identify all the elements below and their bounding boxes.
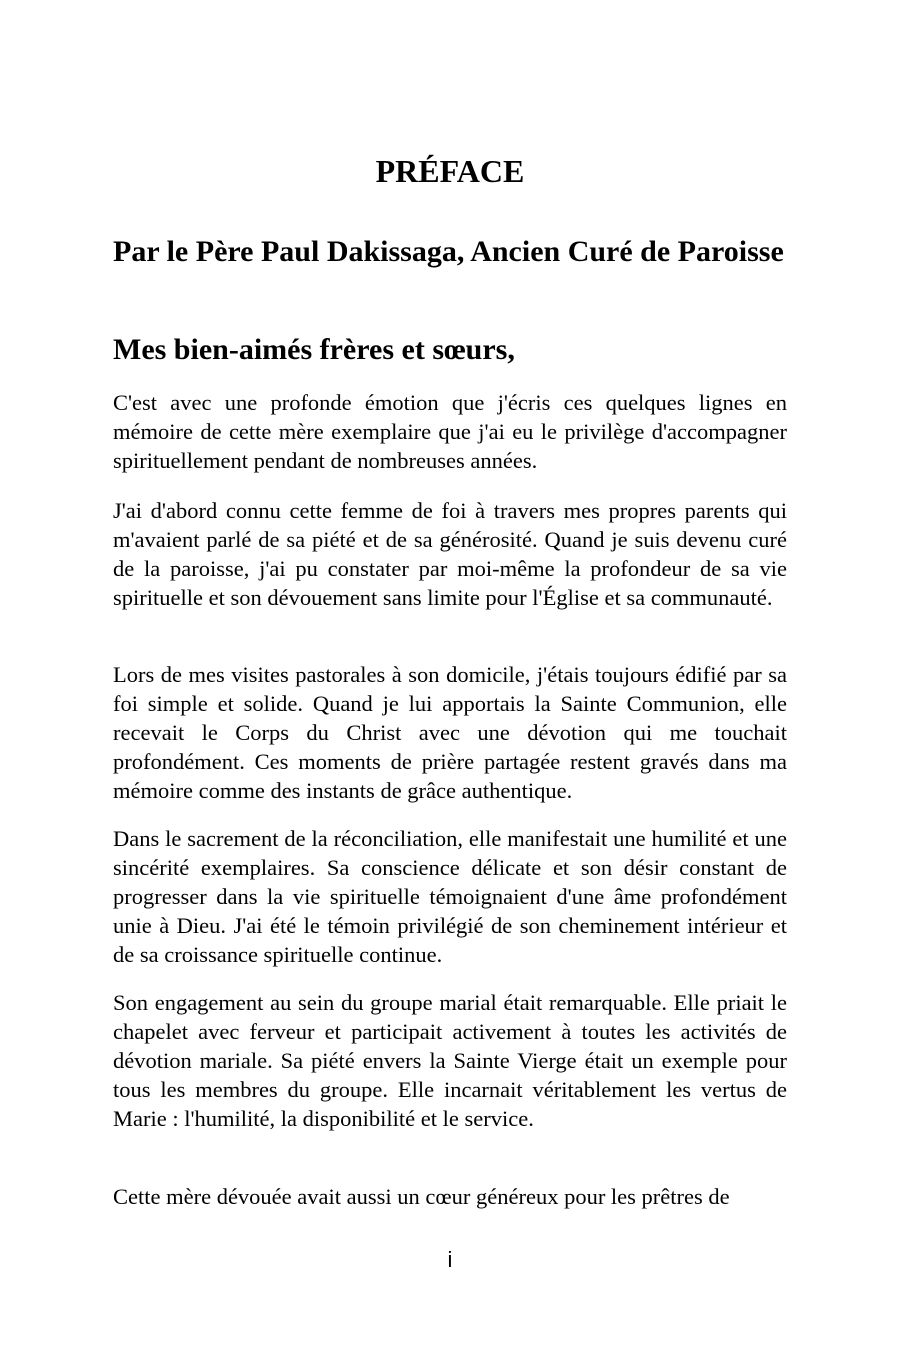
paragraph: Cette mère dévouée avait aussi un cœur généreux pour les prêtres de (113, 1184, 730, 1209)
paragraph: J'ai d'abord connu cette femme de foi à travers mes propres parents qui m'avaient parlé de sa piété et de sa générosité. Quand je suis devenu curé de la paroisse, j'ai pu constater par moi-même la profondeur de sa vie spirituelle et son dévouement sans limite pour l'Église et sa communauté. (113, 498, 787, 610)
paragraph: Son engagement au sein du groupe marial était remarquable. Elle priait le chapelet avec ferveur et participait activement à toutes les activités de dévotion mariale. Sa piété envers la Sainte Vierge était un exemple pour tous les membres du groupe. Elle incarnait véritablement les vertus de Marie : l'humilité, la disponibilité et le service. (113, 990, 787, 1131)
paragraph: C'est avec une profonde émotion que j'écris ces quelques lignes en mémoire de cette mère exemplaire que j'ai eu le privilège d'accompagner spirituellement pendant de nombreuses années. (113, 390, 787, 473)
author-subtitle: Par le Père Paul Dakissaga, Ancien Curé de Paroisse (113, 235, 784, 268)
paragraph: Lors de mes visites pastorales à son domicile, j'étais toujours édifié par sa foi simple et solide. Quand je lui apportais la Sainte Communion, elle recevait le Corps du Christ avec une dévotion qui me touchait profondément. Ces moments de prière partagée restent gravés dans ma mémoire comme des instants de grâce authentique. (113, 662, 787, 803)
salutation-heading: Mes bien-aimés frères et sœurs, (113, 333, 515, 366)
page-number: i (447, 1247, 453, 1272)
page-title: PRÉFACE (375, 153, 525, 189)
paragraph: Dans le sacrement de la réconciliation, elle manifestait une humilité et une sincérité exemplaires. Sa conscience délicate et son désir constant de progresser dans la vie spirituelle témoignaient d'une âme profondément unie à Dieu. J'ai été le témoin privilégié de son cheminement intérieur et de sa croissance spirituelle continue. (113, 826, 787, 967)
